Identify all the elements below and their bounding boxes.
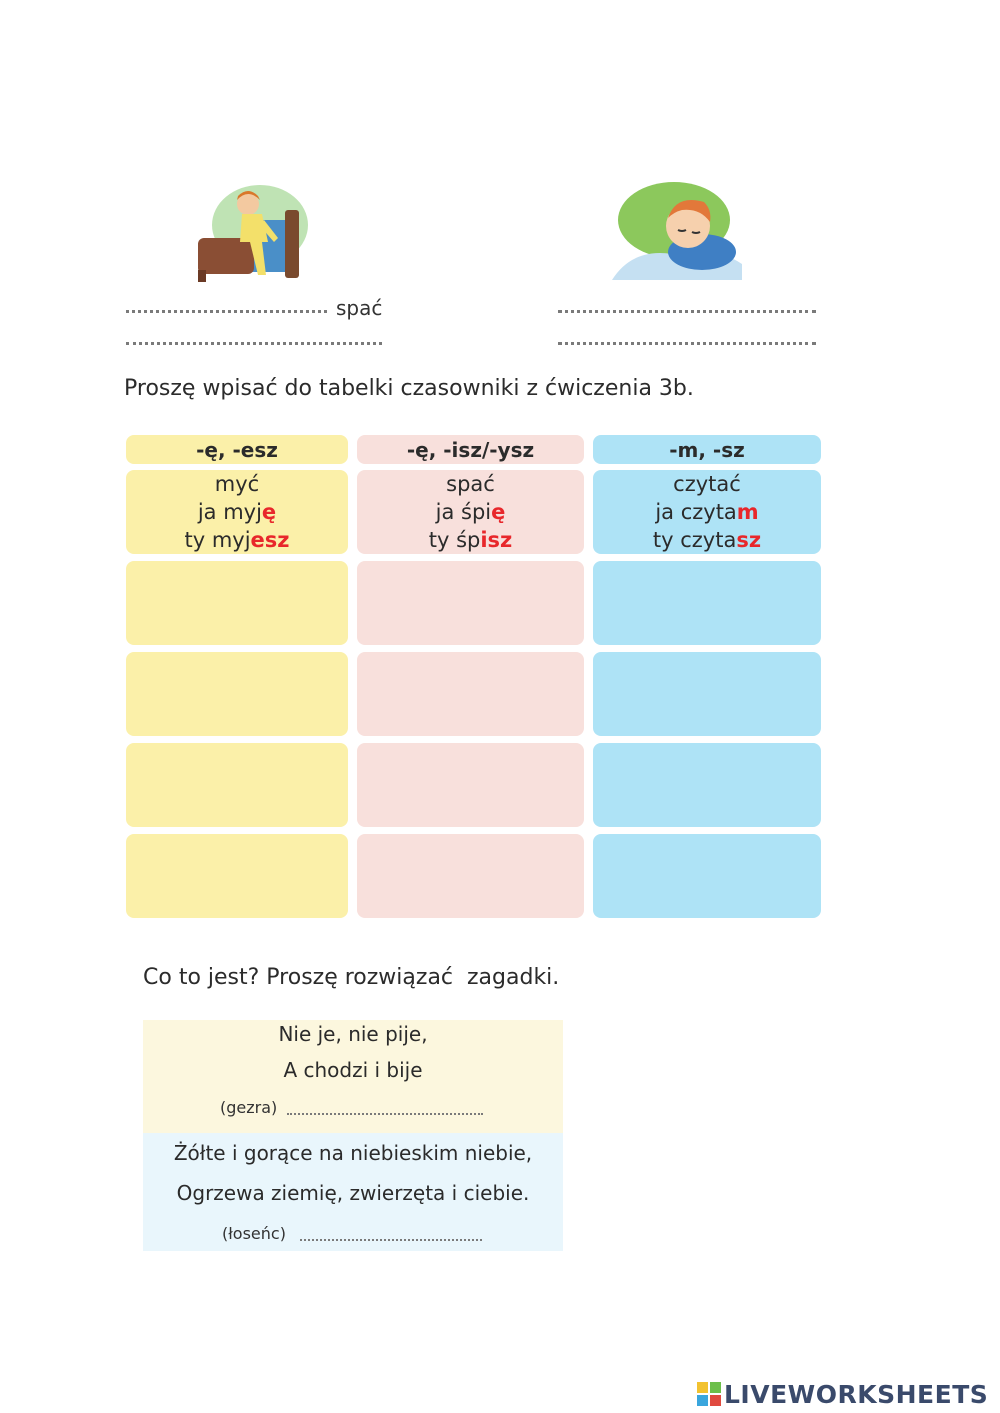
- answer-cell-r4-c2[interactable]: [357, 834, 584, 918]
- example-infinitive: spać: [446, 472, 495, 496]
- answer-input-4[interactable]: [558, 322, 820, 346]
- riddle-line: Żółte i gorące na niebieskim niebie,: [173, 1141, 533, 1165]
- riddle-line: A chodzi i bije: [283, 1058, 423, 1082]
- answer-cell-r3-c3[interactable]: [593, 743, 821, 827]
- answer-field[interactable]: [126, 652, 348, 736]
- answer-field[interactable]: [357, 743, 584, 827]
- riddle-2: [143, 1133, 563, 1251]
- given-verb: spać: [336, 296, 383, 320]
- answer-field[interactable]: [593, 652, 821, 736]
- example-infinitive: czytać: [673, 472, 741, 496]
- answer-input-3[interactable]: [558, 290, 820, 314]
- answer-field[interactable]: [593, 561, 821, 645]
- riddle-1: [143, 1020, 563, 1133]
- answer-cell-r2-c1[interactable]: [126, 652, 348, 736]
- logo-text: LIVEWORKSHEETS: [724, 1379, 989, 1409]
- riddles-instruction: Co to jest? Proszę rozwiązać zagadki.: [143, 965, 560, 990]
- answer-input-1[interactable]: [126, 290, 331, 314]
- answer-cell-r2-c2[interactable]: [357, 652, 584, 736]
- answer-cell-r1-c1[interactable]: [126, 561, 348, 645]
- liveworksheets-logo: [697, 1376, 988, 1412]
- answer-input-2[interactable]: [126, 322, 386, 346]
- header-label: -ę, -esz: [196, 437, 278, 462]
- riddle-line: Ogrzewa ziemię, zwierzęta i ciebie.: [176, 1181, 530, 1205]
- answer-cell-r4-c1[interactable]: [126, 834, 348, 918]
- logo-mark-icon: [697, 1382, 721, 1406]
- riddle-hint: (gezra): [220, 1098, 278, 1117]
- example-second-person: ty myjesz: [184, 528, 290, 552]
- riddle-line: Nie je, nie pije,: [278, 1022, 428, 1046]
- riddle-hint: (łoseńc): [222, 1224, 286, 1243]
- example-cell-col-1: [126, 470, 348, 554]
- example-first-person: ja myję: [197, 500, 277, 524]
- answer-field[interactable]: [126, 834, 348, 918]
- answer-field[interactable]: [357, 834, 584, 918]
- example-first-person: ja czytam: [655, 500, 759, 524]
- answer-field[interactable]: [357, 652, 584, 736]
- header-col-1: [126, 435, 348, 464]
- table-instruction: Proszę wpisać do tabelki czasowniki z ćwiczenia 3b.: [124, 376, 694, 401]
- example-second-person: ty śpisz: [428, 528, 513, 552]
- answer-field[interactable]: [126, 561, 348, 645]
- answer-field[interactable]: [593, 743, 821, 827]
- answer-cell-r1-c3[interactable]: [593, 561, 821, 645]
- boy-getting-up-illustration: [190, 180, 310, 285]
- answer-cell-r3-c2[interactable]: [357, 743, 584, 827]
- answer-cell-r4-c3[interactable]: [593, 834, 821, 918]
- answer-cell-r2-c3[interactable]: [593, 652, 821, 736]
- header-col-2: [357, 435, 584, 464]
- header-label: -m, -sz: [669, 437, 745, 462]
- example-second-person: ty czytasz: [652, 528, 762, 552]
- header-label: -ę, -isz/-ysz: [406, 437, 535, 462]
- header-col-3: [593, 435, 821, 464]
- answer-field[interactable]: [593, 834, 821, 918]
- example-infinitive: myć: [214, 472, 260, 496]
- answer-cell-r3-c1[interactable]: [126, 743, 348, 827]
- answer-cell-r1-c2[interactable]: [357, 561, 584, 645]
- boy-sleeping-illustration: [612, 180, 742, 280]
- example-first-person: ja śpię: [435, 500, 506, 524]
- riddle-answer-input[interactable]: [300, 1220, 486, 1242]
- answer-field[interactable]: [357, 561, 584, 645]
- answer-field[interactable]: [126, 743, 348, 827]
- example-cell-col-2: [357, 470, 584, 554]
- riddle-answer-input[interactable]: [287, 1094, 487, 1116]
- example-cell-col-3: [593, 470, 821, 554]
